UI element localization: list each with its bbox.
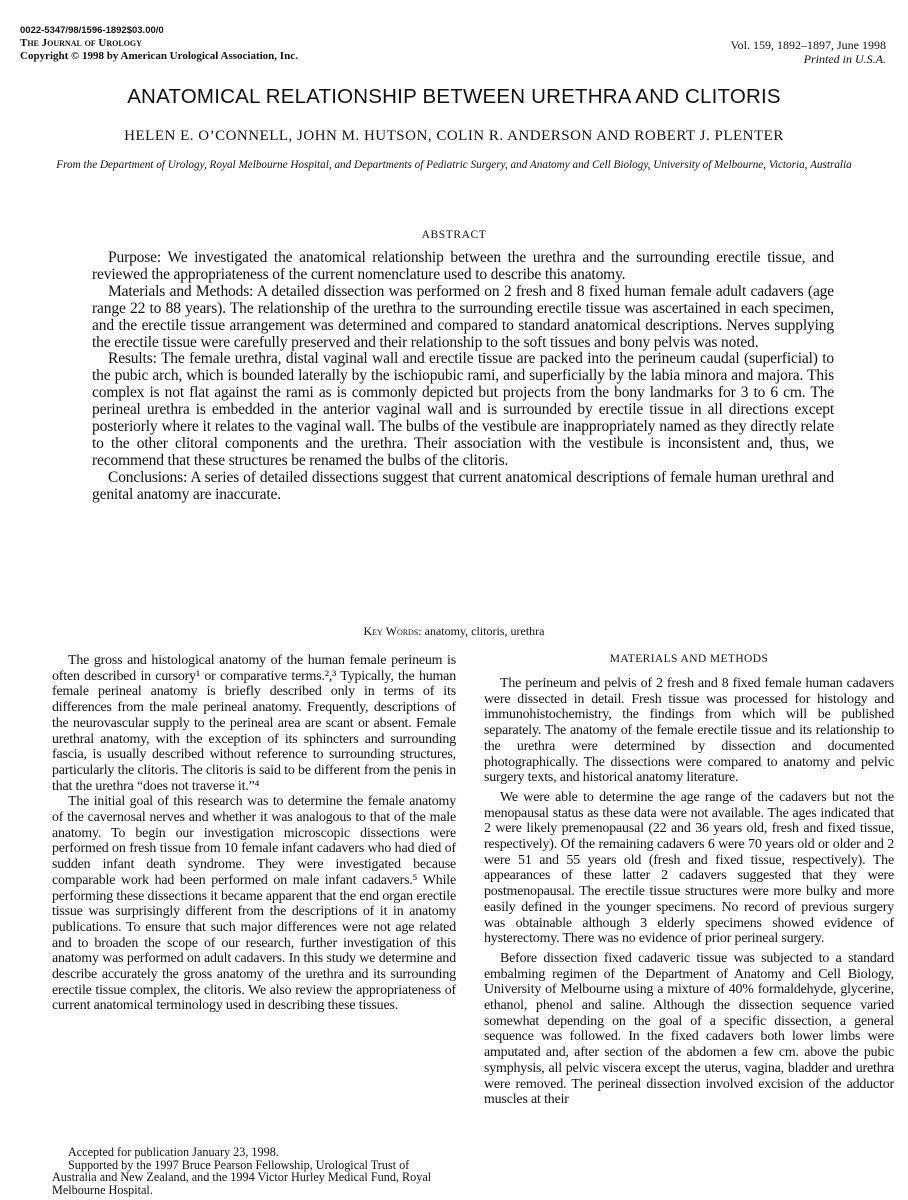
journal-name: The Journal of Urology <box>20 37 142 49</box>
intro-paragraph: The gross and histological anatomy of the human female perineum is often described in cursory¹ or comparative terms.²,³ Typically, the human female perineal anatomy is briefly described only in terms of its differences from the male perineal anatomy. Frequently, descriptions of the neurovascular supply to the perineal area are scant or absent. Female urethral anatomy, with the exception of its sphincters and surrounding fascia, is usually described without reference to surrounding structures, particularly the clitoris. The clitoris is said to be different from the penis in that the urethra “does not traverse it.”⁴ <box>52 653 456 794</box>
volume-info: Vol. 159, 1892–1897, June 1998 <box>730 38 886 52</box>
footnote-support: Supported by the 1997 Bruce Pearson Fellowship, Urological Trust of Australia and New Zealand, and the 1994 Victor Hurley Medical Fund, Royal Melbourne Hospital. <box>52 1157 432 1197</box>
methods-paragraph: Before dissection fixed cadaveric tissue was subjected to a standard embalming regimen of the Department of Anatomy and Cell Biology, University of Melbourne using a mixture of 40% formaldehyde, glycerine, ethanol, phenol and saline. Although the dissection sequence varied somewhat depending on the goal of a specific dissection, a general sequence was followed. In the fixed cadavers both lower limbs were amputated and, after section of the abdomen a few cm. above the pubic symphysis, all pelvic viscera except the uterus, vagina, bladder and urethra were removed. The perineal dissection involved excision of the adductor muscles at their <box>484 950 894 1108</box>
abstract-conclusions: Conclusions: A series of detailed dissections suggest that current anatomical descriptions of female human urethral and genital anatomy are inaccurate. <box>92 468 834 503</box>
article-title: ANATOMICAL RELATIONSHIP BETWEEN URETHRA AND CLITORIS <box>127 85 781 108</box>
abstract-results: Results: The female urethra, distal vaginal wall and erectile tissue are packed into the perineum caudal (superficial) to the pubic arch, which is bounded laterally by the ischiopubic rami, and superficially by the labia minora and majora. This complex is not flat against the rami as is commonly depicted but projects from the bony landmarks for 3 to 6 cm. The perineal urethra is embedded in the anterior vaginal wall and is surrounded by erectile tissue in all directions except posteriorly where it relates to the vaginal wall. The bulbs of the vestibule are inappropriately named as they directly relate to the other clitoral components and the urethra. Their association with the vestibule is inconsistent and, thus, we recommend that these structures be renamed the bulbs of the clitoris. <box>92 350 834 469</box>
intro-paragraph: The initial goal of this research was to determine the female anatomy of the cavernosal nerves and whether it was analogous to that of the male anatomy. To begin our investigation microscopic dissections were performed on fresh tissue from 10 female infant cadavers who had died of sudden infant death syndrome. They were investigated because comparable work had been performed on male infant cadavers.⁵ While performing these dissections it became apparent that the end organ erectile tissue was surprisingly different from the descriptions of it in anatomy publications. To ensure that such major differences were not age related and to broaden the scope of our research, further investigation of this anatomy was performed on adult cadavers. In this study we determine and describe accurately the gross anatomy of the urethra and its surrounding erectile tissue complex, the clitoris. We also review the appropriateness of current anatomical terminology used in describing these tissues. <box>52 794 456 1014</box>
key-words-list: anatomy, clitoris, urethra <box>424 624 545 638</box>
author-list: HELEN E. O’CONNELL, JOHN M. HUTSON, COLIN R. ANDERSON AND ROBERT J. PLENTER <box>124 128 784 144</box>
right-column <box>484 653 894 1112</box>
section-heading-methods: MATERIALS AND METHODS <box>609 653 769 665</box>
journal-header-right <box>626 38 886 66</box>
key-words <box>0 624 908 639</box>
abstract-heading: ABSTRACT <box>421 229 487 241</box>
footnote-accepted: Accepted for publication January 23, 1998. <box>68 1145 279 1159</box>
issn-code: 0022-5347/98/1596-1892$03.00/0 <box>20 25 164 36</box>
abstract-methods: Materials and Methods: A detailed dissection was performed on 2 fresh and 8 fixed human female adult cadavers (age range 22 to 88 years). The relationship of the urethra to the surrounding erectile tissue was ascertained in each specimen, and the erectile tissue arrangement was determined and compared to standard anatomical descriptions. Nerves supplying the erectile tissue were carefully preserved and their relationship to the soft tissues and bony pelvis was noted. <box>92 282 834 351</box>
left-column <box>52 653 456 1014</box>
key-words-label: Key Words: <box>363 624 422 638</box>
abstract-purpose: Purpose: We investigated the anatomical relationship between the urethra and the surrounding erectile tissue, and reviewed the appropriateness of the current nomenclature used to describe this anatomy. <box>92 249 834 283</box>
journal-header-left <box>20 24 440 63</box>
printed-in: Printed in U.S.A. <box>803 52 886 66</box>
methods-paragraph: We were able to determine the age range of the cadavers but not the menopausal status as these data were not available. The ages indicated that 2 were likely premenopausal (22 and 36 years old, fresh and fixed tissue, respectively). Of the remaining cadavers 6 were 70 years old or older and 2 were 51 and 55 years old (fresh and fixed tissue, respectively). The appearances of these latter 2 cadavers suggested that they were postmenopausal. The erectile tissue structures were more bulky and more easily defined in the younger specimens. No record of previous surgery was obtainable although 3 elderly specimens showed evidence of hysterectomy. There was no evidence of prior perineal surgery. <box>484 789 894 947</box>
affiliation: From the Department of Urology, Royal Melbourne Hospital, and Departments of Pediatric Surgery, and Anatomy and Cell Biology, University of Melbourne, Victoria, Australia <box>56 159 852 171</box>
footnotes <box>52 1146 456 1196</box>
copyright-line: Copyright © 1998 by American Urological Association, Inc. <box>20 50 298 62</box>
methods-paragraph: The perineum and pelvis of 2 fresh and 8 fixed female human cadavers were dissected in detail. Fresh tissue was processed for histology and immunohistochemistry, the findings from which will be published separately. The anatomy of the female erectile tissue and its relationship to the urethra were determined by dissection and documented photographically. The dissections were compared to anatomy and pelvic surgery texts, and historical anatomy literature. <box>484 676 894 786</box>
abstract-body <box>92 250 834 504</box>
